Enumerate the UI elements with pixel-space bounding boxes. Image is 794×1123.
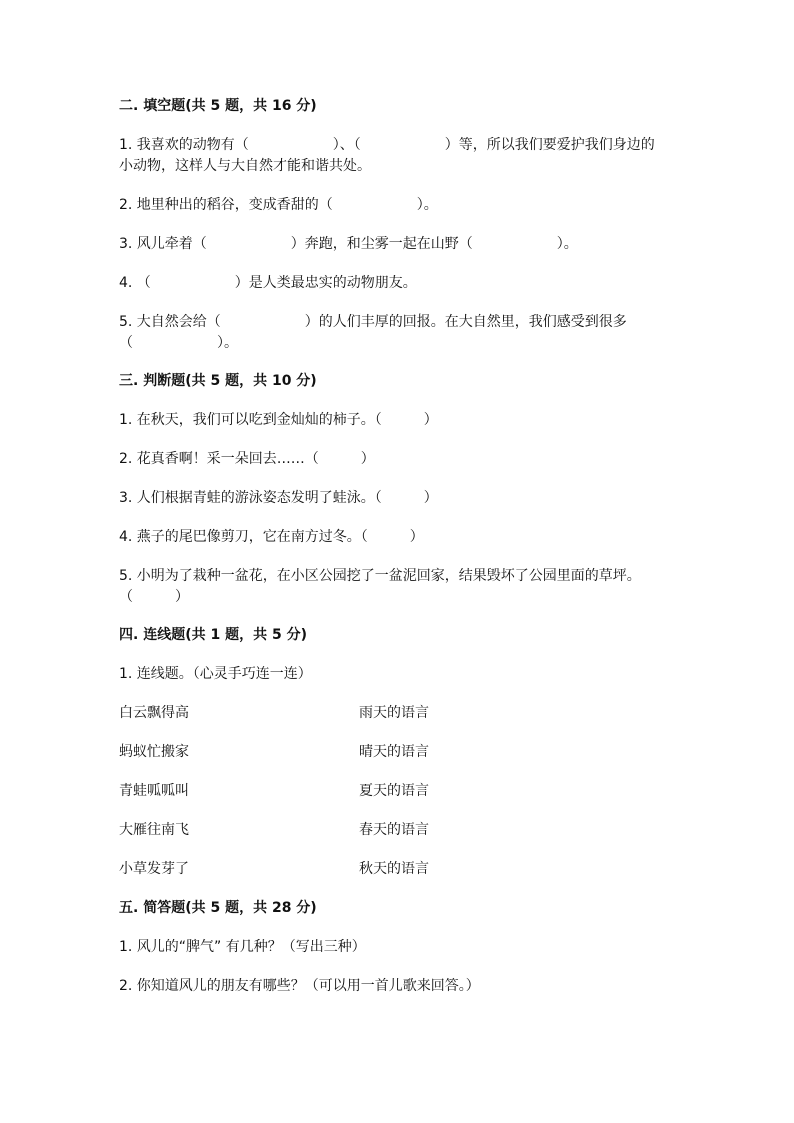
fill-question-4: 4. （ ）是人类最忠实的动物朋友。 xyxy=(119,275,417,291)
short-question-2: 2. 你知道风儿的朋友有哪些？（可以用一首儿歌来回答。） xyxy=(119,978,480,994)
fill-question-1: 1. 我喜欢的动物有（ ）、（ ）等，所以我们要爱护我们身边的小动物，这样人与大自然才能和谐共处。 xyxy=(119,137,655,174)
match-row-4 xyxy=(119,820,679,840)
judge-question-4: 4. 燕子的尾巴像剪刀，它在南方过冬。（ ） xyxy=(119,529,424,545)
match-left-item: 白云飘得高 xyxy=(119,705,189,721)
fill-question-2: 2. 地里种出的稻谷，变成香甜的（ ）。 xyxy=(119,197,438,213)
match-row-1 xyxy=(119,703,679,723)
match-row-5 xyxy=(119,859,679,879)
judge-question-2: 2. 花真香啊！采一朵回去……（ ） xyxy=(119,451,375,467)
judge-question-1: 1. 在秋天，我们可以吃到金灿灿的柿子。（ ） xyxy=(119,412,438,428)
match-left-item: 青蛙呱呱叫 xyxy=(119,783,189,799)
match-right-item: 夏天的语言 xyxy=(359,783,429,799)
section-title-fill-in: 二. 填空题(共 5 题，共 16 分) xyxy=(119,98,317,114)
section-title-short-answer: 五. 简答题(共 5 题，共 28 分) xyxy=(119,900,317,916)
short-question-1: 1. 风儿的“脾气” 有几种？（写出三种） xyxy=(119,939,366,955)
fill-question-5: 5. 大自然会给（ ）的人们丰厚的回报。在大自然里，我们感受到很多（ ）。 xyxy=(119,314,627,351)
match-right-item: 晴天的语言 xyxy=(359,744,429,760)
match-right-item: 雨天的语言 xyxy=(359,705,429,721)
exam-page xyxy=(119,96,679,997)
judge-question-3: 3. 人们根据青蛙的游泳姿态发明了蛙泳。（ ） xyxy=(119,490,438,506)
judge-question-5: 5. 小明为了栽种一盆花，在小区公园挖了一盆泥回家，结果毁坏了公园里面的草坪。（ ） xyxy=(119,568,641,605)
section-title-true-false: 三. 判断题(共 5 题，共 10 分) xyxy=(119,373,317,389)
match-left-item: 蚂蚁忙搬家 xyxy=(119,744,189,760)
fill-question-3: 3. 风儿牵着（ ）奔跑，和尘雾一起在山野（ ）。 xyxy=(119,236,578,252)
match-left-item: 大雁往南飞 xyxy=(119,822,189,838)
match-row-2 xyxy=(119,742,679,762)
match-right-item: 春天的语言 xyxy=(359,822,429,838)
match-question-1: 1. 连线题。（心灵手巧连一连） xyxy=(119,666,312,682)
match-row-3 xyxy=(119,781,679,801)
match-left-item: 小草发芽了 xyxy=(119,861,189,877)
section-title-matching: 四. 连线题(共 1 题，共 5 分) xyxy=(119,627,307,643)
match-right-item: 秋天的语言 xyxy=(359,861,429,877)
